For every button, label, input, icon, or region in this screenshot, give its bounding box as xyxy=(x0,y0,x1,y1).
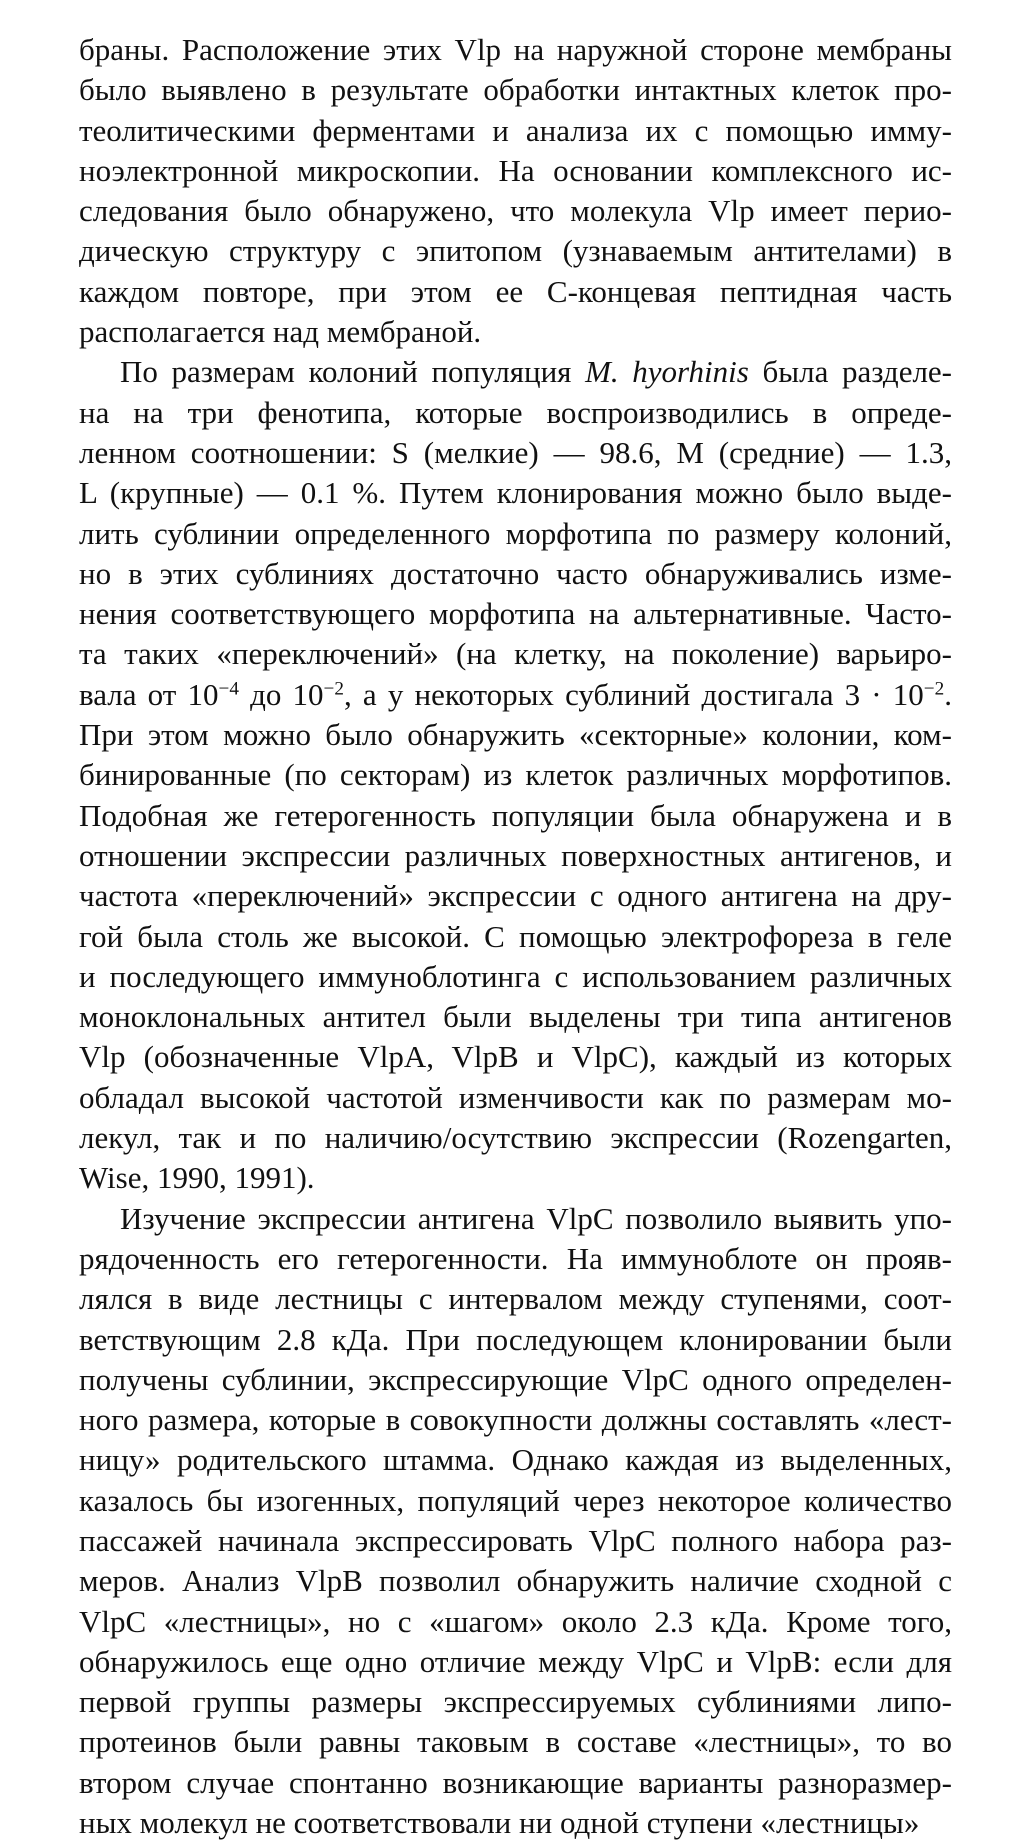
text-line: первой группы размеры экспрессируемых сублиниями липо- xyxy=(79,1684,952,1720)
text-line: лекул, так и по наличию/осутствию экспрессии (Rozengarten, xyxy=(79,1120,952,1156)
text-line: располагается над мембраной. xyxy=(79,314,482,350)
text-line: меров. Анализ VlpB позволил обнаружить наличие сходной с xyxy=(79,1563,952,1599)
text-line: нения соответствующего морфотипа на альтернативные. Часто- xyxy=(79,596,952,632)
paragraph-vlp-location xyxy=(79,30,952,352)
text-line: втором случае спонтанно возникающие варианты разноразмер- xyxy=(79,1764,952,1800)
text-line: моноклональных антител были выделены три типа антигенов xyxy=(79,999,952,1035)
text-line: частота «переключений» экспрессии с одного антигена на дру- xyxy=(79,878,952,914)
text-line: бинированные (по секторам) из клеток различных морфотипов. xyxy=(79,757,952,793)
text-line: обладал высокой частотой изменчивости как по размерам мо- xyxy=(79,1079,952,1115)
text-line: лялся в виде лестницы с интервалом между ступенями, соот- xyxy=(79,1281,952,1317)
text-line: и последующего иммуноблотинга с использованием различных xyxy=(79,958,952,994)
text-line: пассажей начинала экспрессировать VlpC полного набора раз- xyxy=(79,1522,952,1558)
text-line: дическую структуру с эпитопом (узнаваемым антителами) в xyxy=(79,233,952,269)
text-line: ных молекул не соответствовали ни одной ступени «лестницы» xyxy=(79,1805,920,1841)
text-line: вала от $10^{-4}$ до $10^{-2}$, а у некоторых сублиний достигала $3 \cdot 10^{-2}$. xyxy=(79,676,952,712)
text-line: казалось бы изогенных, популяций через некоторое количество xyxy=(79,1482,952,1518)
text-line: протеинов были равны таковым в составе «лестницы», то во xyxy=(79,1724,952,1760)
text-line: По размерам колоний популяция M. hyorhinis была разделе- xyxy=(120,354,952,390)
text-line: получены сублинии, экспрессирующие VlpC одного определен- xyxy=(79,1361,952,1397)
paragraph-colony-phenotypes xyxy=(79,352,952,1198)
text-line: следования было обнаружено, что молекула Vlp имеет перио- xyxy=(79,193,952,229)
text-line: теолитическими ферментами и анализа их с помощью имму- xyxy=(79,112,952,148)
text-line: ного размера, которые в совокупности должны составлять «лест- xyxy=(79,1402,952,1438)
text-line: ноэлектронной микроскопии. На основании комплексного ис- xyxy=(79,152,952,188)
text-line: лить сублинии определенного морфотипа по размеру колоний, xyxy=(79,515,952,551)
text-line: Vlp (обозначенные VlpA, VlpB и VlpC), каждый из которых xyxy=(79,1039,952,1075)
text-line: ветствующим 2.8 кДа. При последующем клонировании были xyxy=(79,1321,952,1357)
text-line: ленном соотношении: S (мелкие) — 98.6, М (средние) — 1.3, xyxy=(79,434,952,470)
text-line: обнаружилось еще одно отличие между VlpC и VlpB: если для xyxy=(79,1643,952,1679)
text-line: Wise, 1990, 1991). xyxy=(79,1160,315,1196)
text-line: При этом можно было обнаружить «секторные» колонии, ком- xyxy=(79,717,952,753)
text-line: VlpC «лестницы», но с «шагом» около 2.3 кДа. Кроме того, xyxy=(79,1603,952,1639)
text-line: та таких «переключений» (на клетку, на поколение) варьиро- xyxy=(79,636,952,672)
text-line: гой была столь же высокой. С помощью электрофореза в геле xyxy=(79,918,952,954)
paragraph-vlpc-expression xyxy=(79,1199,952,1843)
text-line: на на три фенотипа, которые воспроизводились в опреде- xyxy=(79,394,952,430)
text-line: рядоченность его гетерогенности. На иммуноблоте он прояв- xyxy=(79,1240,952,1276)
text-line: Изучение экспрессии антигена VlpC позволило выявить упо- xyxy=(120,1200,952,1236)
text-line: отношении экспрессии различных поверхностных антигенов, и xyxy=(79,837,952,873)
text-line: ницу» родительского штамма. Однако каждая из выделенных, xyxy=(79,1442,952,1478)
text-line: браны. Расположение этих Vlp на наружной стороне мембраны xyxy=(79,32,952,67)
text-line: Подобная же гетерогенность популяции была обнаружена и в xyxy=(79,797,952,833)
text-line: каждом повторе, при этом ее С-концевая пептидная часть xyxy=(79,273,952,309)
text-line: L (крупные) — 0.1 %. Путем клонирования можно было выде- xyxy=(79,475,952,511)
text-line: было выявлено в результате обработки интактных клеток про- xyxy=(79,72,952,108)
text-line: но в этих сублиниях достаточно часто обнаруживались изме- xyxy=(79,555,952,591)
